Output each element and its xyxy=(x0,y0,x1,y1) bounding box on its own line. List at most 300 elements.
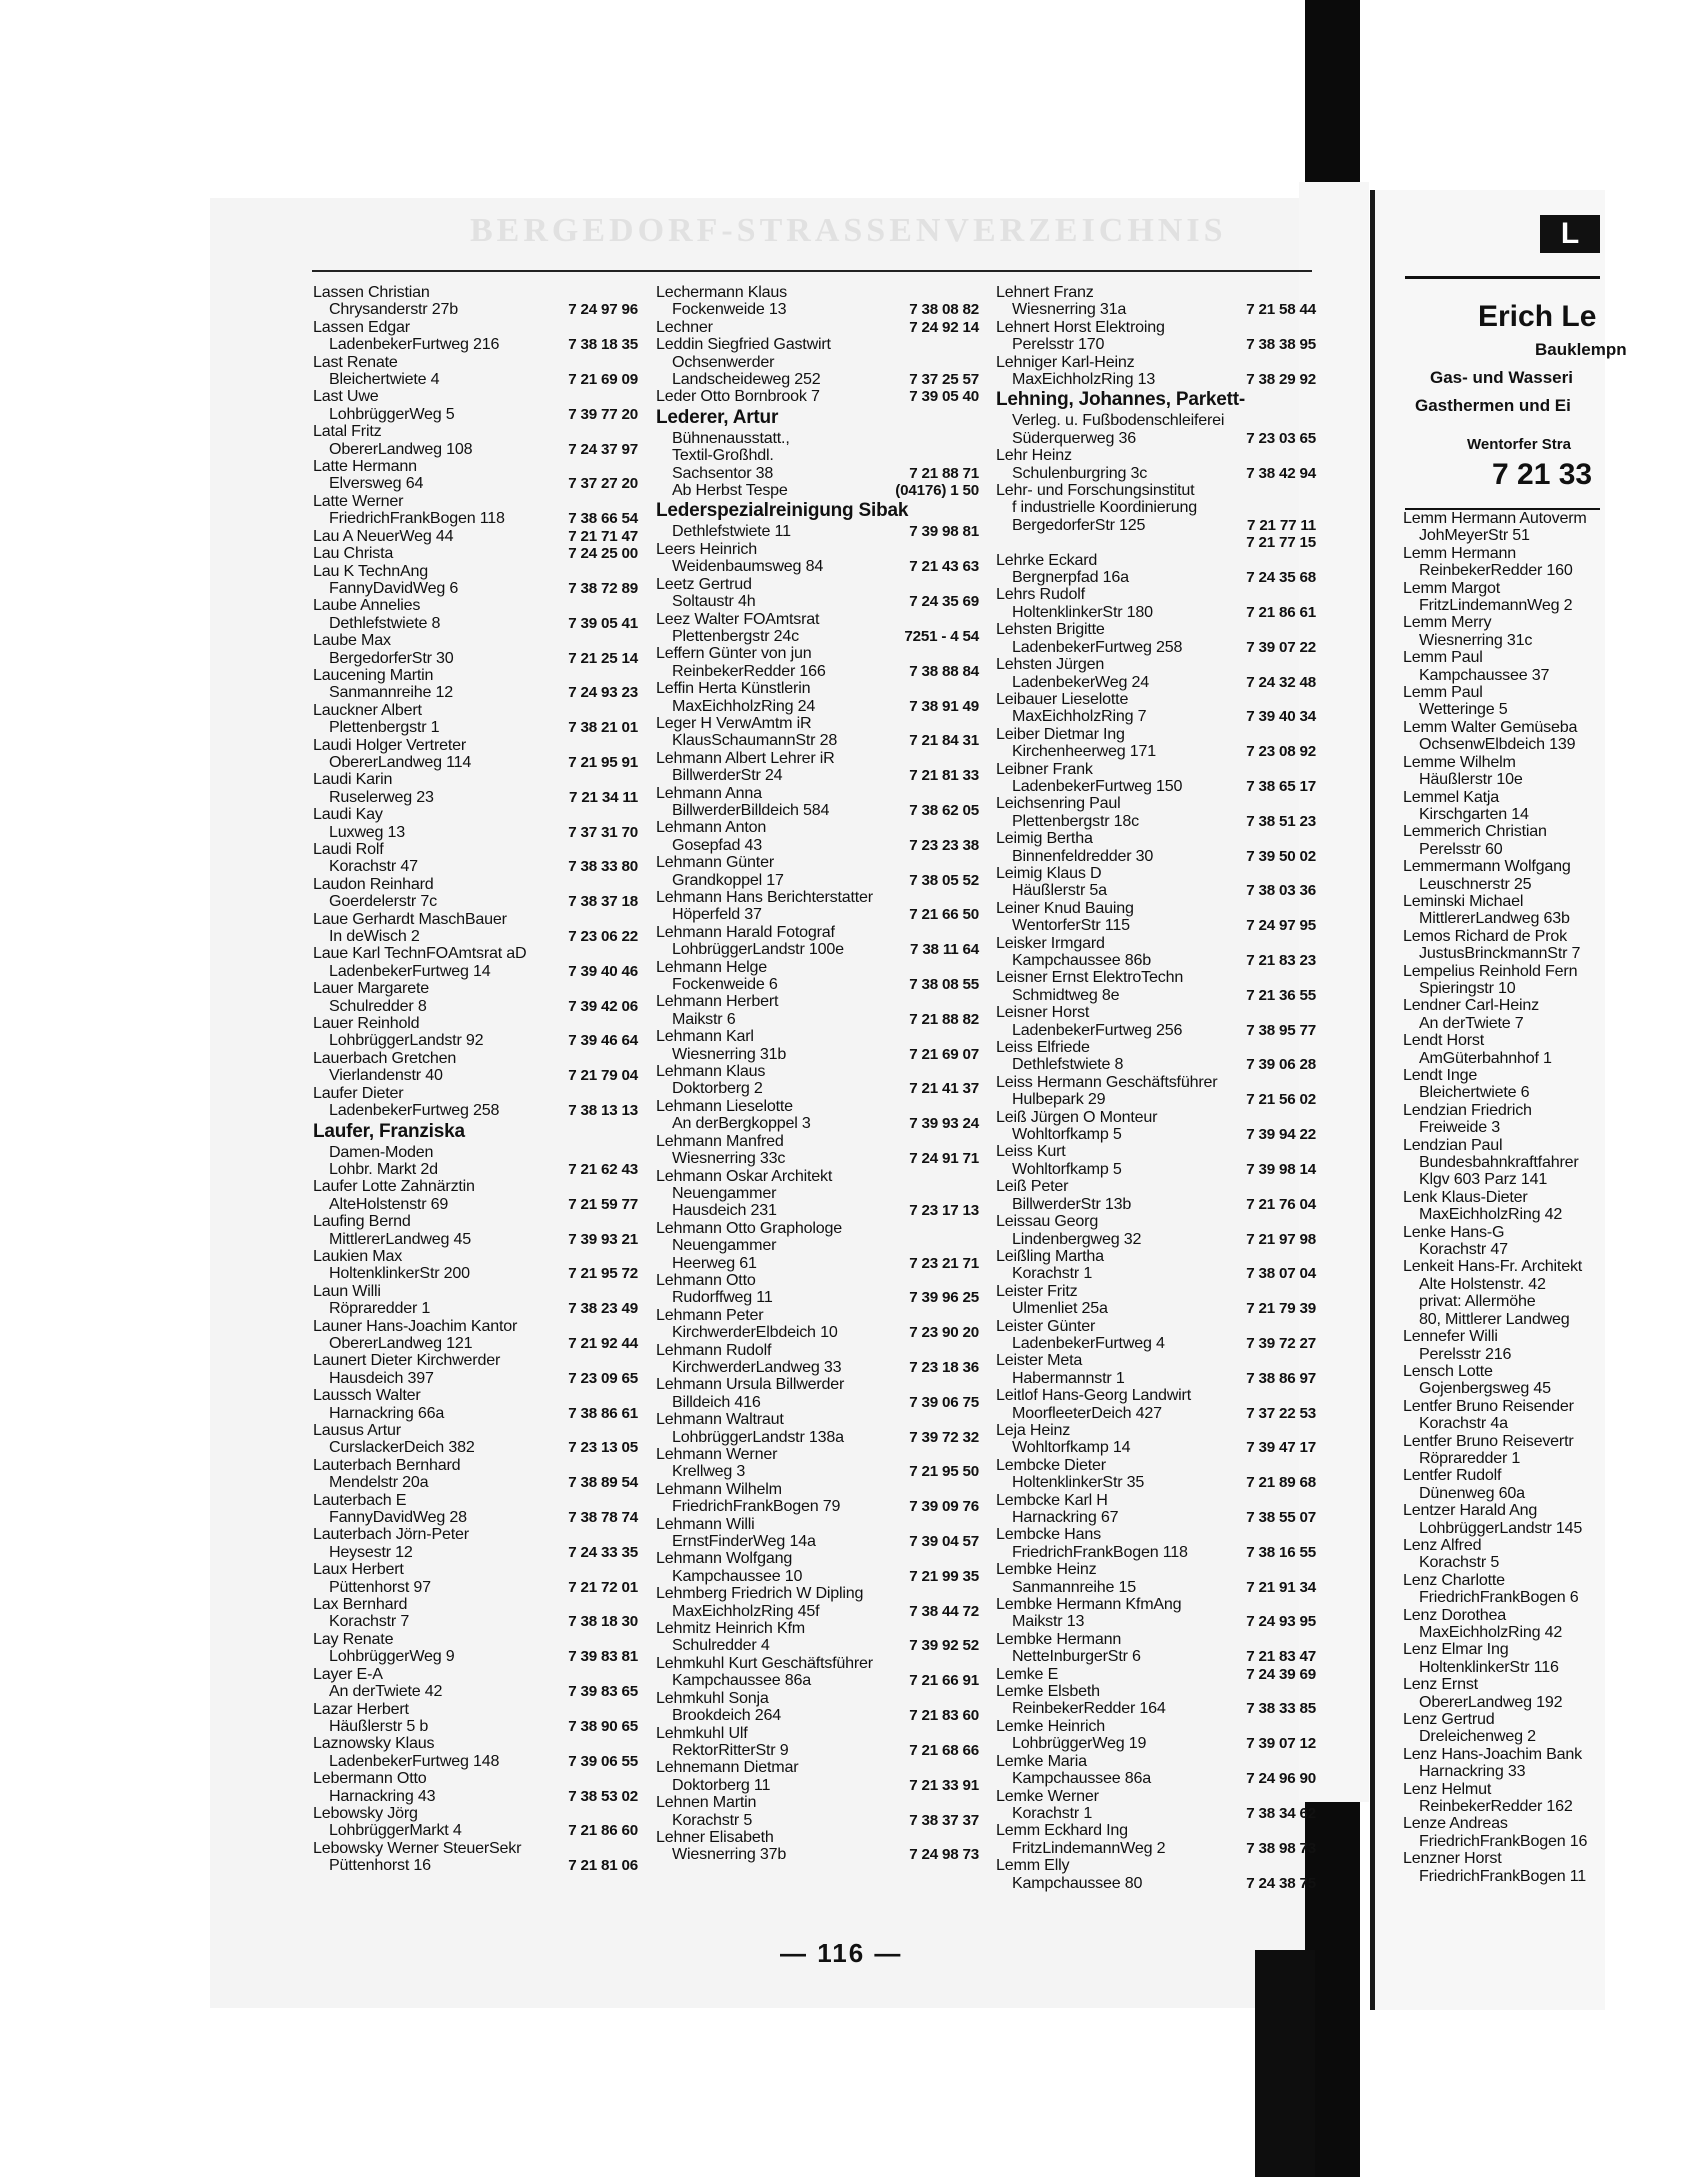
entry-name: Lennefer Willi xyxy=(1403,1327,1498,1346)
entry-name: Lemmermann Wolfgang xyxy=(1403,857,1571,876)
directory-entry xyxy=(996,284,1316,319)
entry-phone: 7 24 39 69 xyxy=(1246,1665,1316,1683)
entry-address: MaxEichholzRing 7 xyxy=(1012,707,1147,726)
entry-phone: 7 24 38 75 xyxy=(1246,1874,1316,1892)
directory-entry xyxy=(996,388,1316,447)
ad-phone: 7 21 33 xyxy=(1492,458,1593,491)
directory-entry xyxy=(1403,754,1703,789)
entry-phone: 7 39 92 52 xyxy=(909,1637,979,1655)
entry-phone: (04176) 1 50 xyxy=(895,482,979,500)
entry-address: 80, Mittlerer Landweg xyxy=(1419,1309,1570,1328)
entry-name: Last Uwe xyxy=(313,387,379,406)
entry-address: FriedrichFrankBogen 118 xyxy=(329,509,505,528)
entry-phone: 7 38 38 95 xyxy=(1246,336,1316,354)
entry-phone: 7 24 25 00 xyxy=(568,545,638,563)
directory-entry xyxy=(313,528,638,545)
directory-entry xyxy=(656,319,979,336)
entry-address: Fockenweide 13 xyxy=(672,300,787,319)
entry-name: Laux Herbert xyxy=(313,1560,404,1579)
directory-column-1 xyxy=(313,284,638,1875)
entry-address: Spieringstr 10 xyxy=(1419,978,1516,997)
entry-name: Leers Heinrich xyxy=(656,539,757,558)
directory-entry xyxy=(996,900,1316,935)
entry-phone: 7 38 29 92 xyxy=(1246,371,1316,389)
entry-phone: 7 38 33 80 xyxy=(568,858,638,876)
entry-address: Plettenbergstr 24c xyxy=(672,626,800,645)
entry-name: Lemm Eckhard Ing xyxy=(996,1821,1128,1840)
directory-entry xyxy=(656,1829,979,1864)
entry-address: Perelsstr 170 xyxy=(1012,335,1105,354)
entry-phone: 7 39 40 46 xyxy=(568,962,638,980)
entry-phone: 7 38 13 13 xyxy=(568,1102,638,1120)
entry-name: Lemm Paul xyxy=(1403,683,1483,702)
entry-name: Lehmann Hans Berichterstatter xyxy=(656,888,873,906)
entry-address: Wetteringe 5 xyxy=(1419,700,1508,719)
entry-address: FriedrichFrankBogen 118 xyxy=(1012,1542,1188,1561)
entry-name: Lehr- und Forschungsinstitut xyxy=(996,481,1195,500)
directory-entry xyxy=(1403,1067,1703,1102)
entry-name: Lehmann Karl xyxy=(656,1027,754,1046)
entry-address: Klgv 603 Parz 141 xyxy=(1419,1170,1548,1189)
directory-entry xyxy=(656,1794,979,1829)
entry-address: Korachstr 1 xyxy=(1012,1264,1093,1283)
directory-entry xyxy=(996,1457,1316,1492)
entry-name: Lehmann Lieselotte xyxy=(656,1096,793,1115)
entry-phone: 7 24 91 71 xyxy=(909,1150,979,1168)
entry-phone: 7 24 97 96 xyxy=(568,301,638,319)
directory-entry xyxy=(1403,1433,1703,1468)
entry-address: LadenbekerFurtweg 14 xyxy=(329,961,491,980)
entry-address: Hausdeich 231 xyxy=(672,1201,777,1220)
directory-entry xyxy=(656,406,979,500)
header-rule xyxy=(312,270,1312,272)
entry-name: Lembke Heinz xyxy=(996,1560,1097,1579)
entry-phone: 7 39 06 55 xyxy=(568,1752,638,1770)
entry-name: Laue Karl TechnFOAmtsrat aD xyxy=(313,944,527,963)
directory-entry xyxy=(996,319,1316,354)
directory-entry xyxy=(656,680,979,715)
entry-name: Lehmann Harald Fotograf xyxy=(656,922,835,941)
entry-phone: 7 21 99 35 xyxy=(909,1567,979,1585)
entry-phone: 7 23 23 38 xyxy=(909,836,979,854)
entry-phone: 7 24 35 68 xyxy=(1246,569,1316,587)
entry-name: Leiss Kurt xyxy=(996,1142,1066,1161)
entry-phone: 7 21 95 72 xyxy=(568,1265,638,1283)
entry-phone: 7 21 62 43 xyxy=(568,1160,638,1178)
entry-address: Perelsstr 216 xyxy=(1419,1344,1512,1363)
entry-phone: 7 21 56 02 xyxy=(1246,1091,1316,1109)
directory-entry xyxy=(1403,1258,1703,1328)
entry-phone: 7 39 05 41 xyxy=(568,614,638,632)
entry-phone: 7 23 13 05 xyxy=(568,1439,638,1457)
entry-address: FriedrichFrankBogen 79 xyxy=(672,1497,841,1516)
directory-entry xyxy=(656,785,979,820)
directory-entry xyxy=(996,1283,1316,1318)
entry-address: Krellweg 3 xyxy=(672,1462,746,1481)
entry-address: BergedorferStr 30 xyxy=(329,648,454,667)
entry-name: Lauer Margarete xyxy=(313,979,429,998)
directory-entry xyxy=(996,1109,1316,1144)
entry-address: Dünenweg 60a xyxy=(1419,1483,1525,1502)
directory-entry xyxy=(656,924,979,959)
directory-entry xyxy=(313,284,638,319)
entry-address: FriedrichFrankBogen 11 xyxy=(1419,1866,1587,1885)
entry-phone: 7 38 44 72 xyxy=(909,1602,979,1620)
entry-address: Wohltorfkamp 14 xyxy=(1012,1438,1131,1457)
entry-name: Lehmann Otto Graphologe xyxy=(656,1218,842,1237)
entry-phone: 7 24 35 69 xyxy=(909,593,979,611)
directory-entry xyxy=(656,1272,979,1307)
entry-name: Lehmann Manfred xyxy=(656,1131,784,1150)
entry-name: Lehmkuhl Kurt Geschäftsführer xyxy=(656,1653,873,1672)
entry-address: ObererLandweg 108 xyxy=(329,439,473,458)
directory-entry xyxy=(996,1352,1316,1387)
directory-entry xyxy=(313,1178,638,1213)
entry-address: BillwerderBilldeich 584 xyxy=(672,800,830,819)
entry-name: Leiber Dietmar Ing xyxy=(996,724,1125,743)
entry-name: Leiss Hermann Geschäftsführer xyxy=(996,1072,1218,1091)
entry-name: Lembcke Hans xyxy=(996,1525,1101,1544)
directory-entry xyxy=(656,1759,979,1794)
entry-phone: 7 37 27 20 xyxy=(568,475,638,493)
directory-entry xyxy=(656,854,979,889)
entry-phone: 7 38 95 77 xyxy=(1246,1021,1316,1039)
entry-name: Leiss Elfriede xyxy=(996,1038,1090,1057)
directory-entry xyxy=(996,656,1316,691)
entry-name: Lau K TechnAng xyxy=(313,561,429,580)
entry-name: Leisner Horst xyxy=(996,1003,1090,1022)
entry-phone: 7 39 72 27 xyxy=(1246,1334,1316,1352)
entry-phone: 7 38 66 54 xyxy=(568,510,638,528)
entry-address: Dreleichenweg 2 xyxy=(1419,1727,1536,1746)
entry-phone: 7 38 03 36 xyxy=(1246,882,1316,900)
directory-entry xyxy=(656,819,979,854)
entry-name: Lassen Christian xyxy=(313,283,430,301)
entry-name: Lenze Andreas xyxy=(1403,1814,1508,1833)
directory-entry xyxy=(1403,893,1703,928)
entry-phone: 7 38 65 17 xyxy=(1246,777,1316,795)
entry-address: Billdeich 416 xyxy=(672,1392,761,1411)
entry-address: Röpraredder 1 xyxy=(329,1299,431,1318)
entry-address: MaxEichholzRing 42 xyxy=(1419,1623,1563,1641)
entry-name: Lemm Hermann Autoverm xyxy=(1403,509,1587,527)
directory-entry xyxy=(996,1683,1316,1718)
directory-entry xyxy=(656,576,979,611)
directory-entry xyxy=(313,1840,638,1875)
entry-address: Häußlerstr 10e xyxy=(1419,770,1523,789)
entry-name: Lehnemann Dietmar xyxy=(656,1758,799,1777)
entry-name: Launert Dieter Kirchwerder xyxy=(313,1351,501,1370)
entry-name: Lentfer Rudolf xyxy=(1403,1466,1502,1485)
entry-address: Ab Herbst Tespe xyxy=(672,481,788,500)
ad-rule-top xyxy=(1405,276,1600,279)
directory-entry xyxy=(1403,1363,1703,1398)
directory-entry xyxy=(656,1516,979,1551)
directory-entry xyxy=(313,458,638,493)
entry-address: Plettenbergstr 1 xyxy=(329,718,440,737)
directory-entry xyxy=(996,935,1316,970)
directory-entry xyxy=(313,806,638,841)
entry-address: Hulbepark 29 xyxy=(1012,1090,1106,1109)
directory-entry xyxy=(1403,1224,1703,1259)
entry-address: Dethlefstwiete 8 xyxy=(329,613,441,632)
directory-entry xyxy=(656,611,979,646)
entry-name: Lederspezialreinigung Sibak xyxy=(656,500,909,522)
entry-address: Wiesnerring 31a xyxy=(1012,300,1127,319)
entry-name: Lauterbach E xyxy=(313,1490,407,1509)
entry-name: Leimig Bertha xyxy=(996,829,1093,848)
entry-address: LadenbekerFurtweg 4 xyxy=(1012,1333,1165,1352)
directory-entry xyxy=(1403,1398,1703,1433)
entry-address: Bergnerpfad 16a xyxy=(1012,568,1129,587)
entry-phone: 7 21 81 06 xyxy=(568,1857,638,1875)
entry-phone: 7 21 69 07 xyxy=(909,1045,979,1063)
entry-name: Lehmann Albert Lehrer iR xyxy=(656,748,835,767)
entry-name: Lehmann Peter xyxy=(656,1305,764,1324)
ad-company-name: Erich Le xyxy=(1478,300,1597,333)
entry-phone: 7 21 86 60 xyxy=(568,1822,638,1840)
entry-address: KirchwerderLandweg 33 xyxy=(672,1357,842,1376)
directory-entry xyxy=(313,545,638,562)
directory-entry xyxy=(313,876,638,911)
entry-name: Lemos Richard de Prok xyxy=(1403,926,1567,945)
entry-address: Lindenbergweg 32 xyxy=(1012,1229,1142,1248)
entry-address: FritzLindemannWeg 2 xyxy=(1419,596,1573,615)
entry-phone: 7 38 08 82 xyxy=(909,301,979,319)
directory-entry xyxy=(996,726,1316,761)
entry-name: Lehner Elisabeth xyxy=(656,1827,774,1846)
entry-name: Lehmberg Friedrich W Dipling xyxy=(656,1584,864,1603)
entry-address: Schmidtweg 8e xyxy=(1012,985,1120,1004)
entry-phone: 7 38 78 74 xyxy=(568,1509,638,1527)
entry-name: Lenkeit Hans-Fr. Architekt xyxy=(1403,1257,1583,1276)
entry-phone: 7 21 36 55 xyxy=(1246,986,1316,1004)
directory-entry xyxy=(656,1220,979,1272)
entry-phone: 7 24 97 95 xyxy=(1246,917,1316,935)
entry-address: Harnackring 43 xyxy=(329,1786,436,1805)
directory-entry xyxy=(656,1690,979,1725)
entry-phone: 7 38 37 37 xyxy=(909,1811,979,1829)
directory-entry xyxy=(313,980,638,1015)
entry-address: LohbrüggerWeg 19 xyxy=(1012,1734,1147,1753)
directory-entry xyxy=(996,354,1316,389)
entry-address: Rudorffweg 11 xyxy=(672,1288,773,1307)
directory-entry xyxy=(313,1561,638,1596)
entry-address: Kampchaussee 86a xyxy=(1012,1769,1152,1788)
entry-address: FannyDavidWeg 28 xyxy=(329,1508,467,1527)
entry-name: Lazar Herbert xyxy=(313,1699,409,1718)
entry-phone: 7 23 18 36 xyxy=(909,1358,979,1376)
entry-name: Lenz Alfred xyxy=(1403,1535,1482,1554)
entry-address: Wohltorfkamp 5 xyxy=(1012,1159,1122,1178)
entry-address: CurslackerDeich 382 xyxy=(329,1438,475,1457)
entry-name: Lenke Hans-G xyxy=(1403,1222,1505,1241)
entry-name: Laufer Lotte Zahnärztin xyxy=(313,1177,475,1196)
directory-entry xyxy=(1403,1781,1703,1816)
entry-phone: 7 24 98 73 xyxy=(909,1846,979,1864)
directory-entry xyxy=(313,1805,638,1840)
entry-phone: 7 38 51 23 xyxy=(1246,812,1316,830)
entry-name: Lentfer Bruno Reisevertr xyxy=(1403,1431,1574,1450)
entry-phone: 7 21 88 71 xyxy=(909,464,979,482)
directory-entry xyxy=(996,1822,1316,1857)
entry-phone: 7 21 97 98 xyxy=(1246,1230,1316,1248)
directory-entry xyxy=(656,284,979,319)
directory-entry xyxy=(996,1143,1316,1178)
directory-entry xyxy=(996,969,1316,1004)
entry-address: JohMeyerStr 51 xyxy=(1419,526,1530,545)
directory-entry xyxy=(1403,1641,1703,1676)
entry-address: KlausSchaumannStr 28 xyxy=(672,731,838,750)
entry-name: Last Renate xyxy=(313,352,398,371)
entry-address: Süderquerweg 36 xyxy=(1012,428,1137,447)
entry-address: Elversweg 64 xyxy=(329,474,424,493)
entry-phone: 7 24 37 97 xyxy=(568,440,638,458)
entry-address: Brookdeich 264 xyxy=(672,1706,782,1725)
entry-address: Weidenbaumsweg 84 xyxy=(672,557,824,576)
entry-address: Püttenhorst 16 xyxy=(329,1856,431,1875)
entry-address: An derTwiete 7 xyxy=(1419,1013,1524,1032)
entry-phone: 7 38 11 64 xyxy=(910,941,979,959)
directory-entry xyxy=(313,423,638,458)
entry-phone: 7 21 88 82 xyxy=(909,1010,979,1028)
entry-name: Laube Max xyxy=(313,631,391,650)
directory-entry xyxy=(313,1596,638,1631)
directory-entry xyxy=(656,1342,979,1377)
directory-entry xyxy=(656,1133,979,1168)
entry-name: Lechner xyxy=(656,317,713,336)
entry-address: Wiesnerring 31c xyxy=(1419,630,1533,649)
entry-name: Lemke E xyxy=(996,1664,1059,1683)
entry-name: Lehmann Rudolf xyxy=(656,1340,772,1359)
directory-column-3 xyxy=(996,284,1316,1892)
entry-address: BillwerderStr 13b xyxy=(1012,1194,1132,1213)
ad-line-2: Gas- und Wasseri xyxy=(1430,368,1573,387)
entry-phone: 7 38 18 30 xyxy=(568,1613,638,1631)
directory-entry xyxy=(656,1585,979,1620)
entry-phone: 7 39 94 22 xyxy=(1246,1126,1316,1144)
entry-address: Schulredder 8 xyxy=(329,996,427,1015)
entry-name: Laukien Max xyxy=(313,1246,403,1265)
entry-name: Leister Günter xyxy=(996,1316,1096,1335)
directory-entry xyxy=(313,354,638,389)
directory-entry xyxy=(313,737,638,772)
directory-entry xyxy=(996,1387,1316,1422)
entry-address: ReinbekerRedder 166 xyxy=(672,661,826,680)
entry-phone: 7 38 55 07 xyxy=(1246,1509,1316,1527)
entry-name: Lembke Hermann xyxy=(996,1629,1122,1648)
directory-entry xyxy=(313,1770,638,1805)
entry-name: Lausus Artur xyxy=(313,1421,401,1439)
entry-name: Leissau Georg xyxy=(996,1212,1099,1231)
entry-name: Leiß Jürgen O Monteur xyxy=(996,1107,1158,1126)
entry-phone: 7 38 05 52 xyxy=(909,871,979,889)
entry-name: Lehniger Karl-Heinz xyxy=(996,352,1135,371)
entry-address: LadenbekerFurtweg 148 xyxy=(329,1751,500,1770)
entry-phone: 7 39 98 14 xyxy=(1246,1160,1316,1178)
entry-name: Leisker Irmgard xyxy=(996,933,1105,952)
entry-name: Lechermann Klaus xyxy=(656,283,787,301)
entry-name: Leiner Knud Bauing xyxy=(996,898,1134,917)
entry-phone: 7 39 72 32 xyxy=(909,1428,979,1446)
entry-address: LadenbekerFurtweg 256 xyxy=(1012,1020,1183,1039)
entry-name: Lau Christa xyxy=(313,544,394,563)
entry-address: Ruselerweg 23 xyxy=(329,787,434,806)
directory-entry xyxy=(313,702,638,737)
entry-address: BergedorferStr 125 xyxy=(1012,515,1146,534)
directory-entry xyxy=(656,1655,979,1690)
directory-entry xyxy=(996,691,1316,726)
entry-address: HoltenklinkerStr 200 xyxy=(329,1264,470,1283)
entry-address: MaxEichholzRing 42 xyxy=(1419,1205,1563,1224)
entry-address: LohbrüggerLandstr 145 xyxy=(1419,1518,1583,1537)
entry-address: Damen-Moden xyxy=(329,1142,434,1161)
directory-entry xyxy=(1403,1537,1703,1572)
entry-name: Leffern Günter von jun xyxy=(656,644,812,663)
entry-address: Wiesnerring 33c xyxy=(672,1149,786,1168)
entry-address: Schulredder 4 xyxy=(672,1636,770,1655)
directory-entry xyxy=(313,493,638,528)
entry-name: Lemm Hermann xyxy=(1403,543,1516,562)
entry-name: Lenz Hans-Joachim Bank xyxy=(1403,1744,1582,1763)
entry-phone: 7 21 92 44 xyxy=(568,1334,638,1352)
entry-name: Laudi Holger Vertreter xyxy=(313,735,467,754)
directory-entry xyxy=(1403,823,1703,858)
entry-name: Lassen Edgar xyxy=(313,317,410,336)
entry-address: MoorfleeterDeich 427 xyxy=(1012,1403,1162,1422)
entry-name: Laudi Karin xyxy=(313,770,393,789)
entry-name: Lendner Carl-Heinz xyxy=(1403,996,1539,1015)
entry-name: Laudi Kay xyxy=(313,805,383,824)
directory-entry xyxy=(1403,580,1703,615)
directory-entry xyxy=(996,1666,1316,1683)
directory-entry xyxy=(996,1178,1316,1213)
directory-entry xyxy=(656,959,979,994)
entry-name: Launer Hans-Joachim Kantor xyxy=(313,1316,518,1335)
entry-phone: 7 38 33 85 xyxy=(1246,1700,1316,1718)
entry-address: LadenbekerFurtweg 216 xyxy=(329,335,500,354)
entry-name: Leder Otto Bornbrook 7 xyxy=(656,387,820,406)
entry-name: Lauterbach Jörn-Peter xyxy=(313,1525,469,1544)
entry-phone: 7 21 59 77 xyxy=(568,1195,638,1213)
entry-address: OchsenwElbdeich 139 xyxy=(1419,735,1576,754)
entry-address: Harnackring 33 xyxy=(1419,1762,1526,1781)
entry-phone: 7 21 34 11 xyxy=(569,788,638,806)
directory-entry xyxy=(656,1063,979,1098)
entry-name: Lehrke Eckard xyxy=(996,550,1098,569)
entry-name: Lenz Helmut xyxy=(1403,1779,1492,1798)
entry-address: ReinbekerRedder 164 xyxy=(1012,1699,1166,1718)
directory-entry xyxy=(656,993,979,1028)
entry-address: ReinbekerRedder 162 xyxy=(1419,1797,1573,1816)
entry-name: Lehnert Franz xyxy=(996,283,1094,301)
entry-name: Lehnert Horst Elektroing xyxy=(996,317,1165,336)
directory-entry xyxy=(313,319,638,354)
entry-address: FannyDavidWeg 6 xyxy=(329,578,459,597)
entry-name: Lemmerich Christian xyxy=(1403,822,1547,841)
entry-address: LadenbekerFurtweg 258 xyxy=(329,1101,500,1120)
entry-name: Lehsten Jürgen xyxy=(996,655,1105,674)
entry-name: Laufing Bernd xyxy=(313,1212,411,1231)
directory-entry xyxy=(996,1857,1316,1892)
entry-address: LohbrüggerWeg 9 xyxy=(329,1647,455,1666)
entry-address: Neuengammer xyxy=(672,1183,777,1202)
entry-name: Lehmann Oskar Architekt xyxy=(656,1166,833,1185)
entry-name: Lehmitz Heinrich Kfm xyxy=(656,1619,805,1638)
directory-entry xyxy=(996,621,1316,656)
entry-phone: 7 21 72 01 xyxy=(568,1578,638,1596)
entry-phone: 7 21 86 61 xyxy=(1246,603,1316,621)
